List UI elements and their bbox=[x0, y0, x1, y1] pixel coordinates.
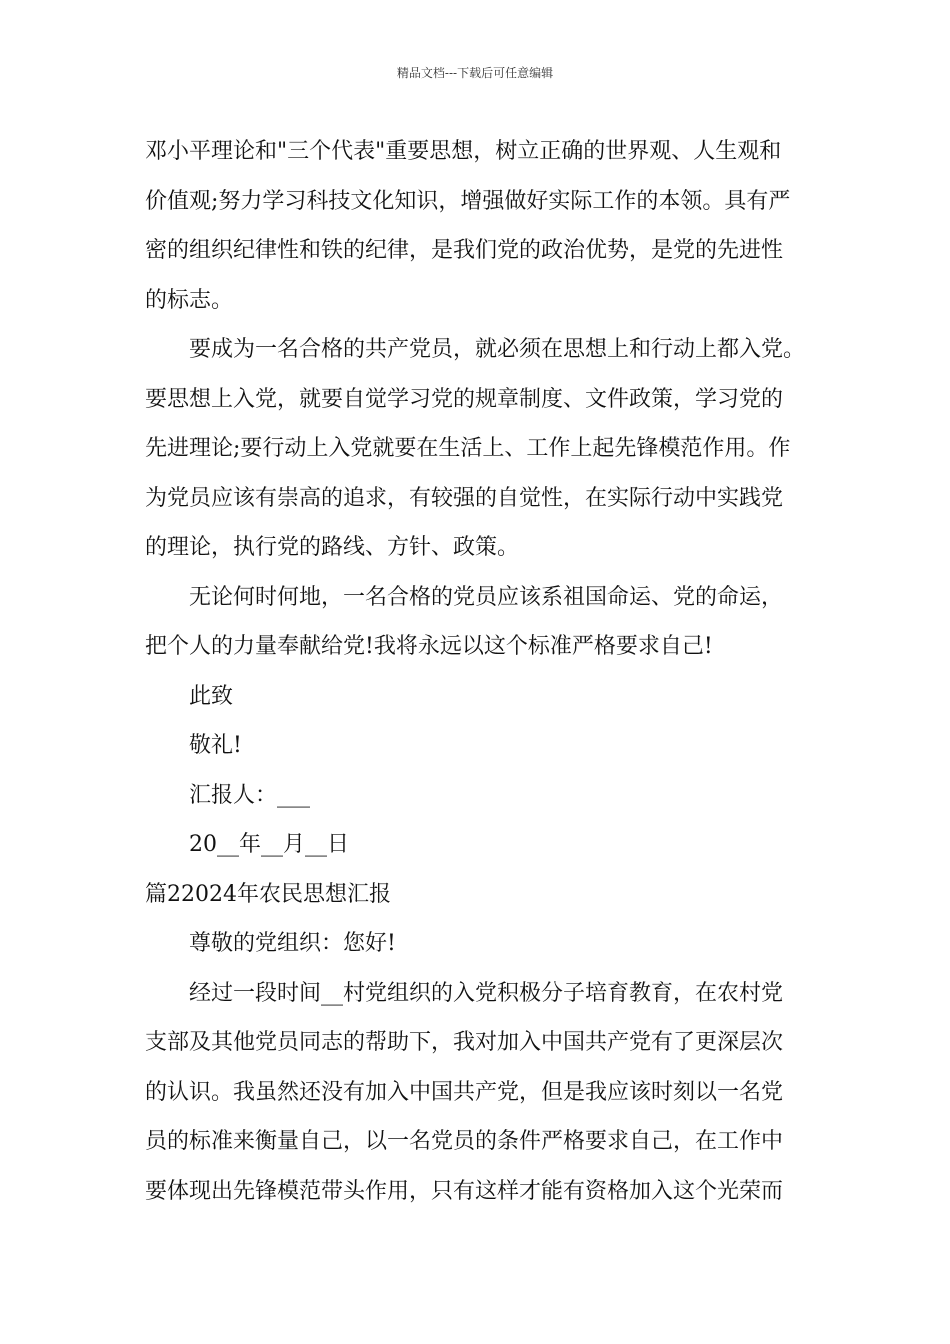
reporter-line: 汇报人：___ bbox=[189, 782, 311, 808]
text-line: 先进理论;要行动上入党就要在生活上、工作上起先锋模范作用。作 bbox=[145, 436, 791, 461]
text-line: 的理论，执行党的路线、方针、政策。 bbox=[145, 535, 520, 560]
text-line: 要体现出先锋模范带头作用，只有这样才能有资格加入这个光荣而 bbox=[145, 1178, 784, 1204]
text-line: 要思想上入党，就要自觉学习党的规章制度、文件政策，学习党的 bbox=[145, 386, 784, 412]
text-line: 要成为一名合格的共产党员，就必须在思想上和行动上都入党。 bbox=[189, 337, 806, 362]
document-body bbox=[145, 127, 835, 1216]
text-line: 价值观;努力学习科技文化知识，增强做好实际工作的本领。具有严 bbox=[145, 188, 791, 214]
text-line: 支部及其他党员同志的帮助下，我对加入中国共产党有了更深层次 bbox=[145, 1030, 784, 1055]
date-line: 20__年__月__日 bbox=[189, 832, 349, 857]
greeting-line: 尊敬的党组织：您好! bbox=[189, 931, 396, 956]
text-line: 邓小平理论和"三个代表"重要思想，树立正确的世界观、人生观和 bbox=[145, 139, 782, 164]
closing-regards: 敬礼! bbox=[189, 733, 242, 758]
section-title: 篇22024年农民思想汇报 bbox=[145, 881, 391, 907]
closing-salutation: 此致 bbox=[189, 683, 234, 709]
text-line: 无论何时何地，一名合格的党员应该系祖国命运、党的命运， bbox=[189, 584, 784, 610]
text-line: 的认识。我虽然还没有加入中国共产党，但是我应该时刻以一名党 bbox=[145, 1079, 784, 1105]
text-line: 的标志。 bbox=[145, 287, 234, 313]
text-line: 经过一段时间__村党组织的入党积极分子培育教育，在农村党 bbox=[189, 980, 784, 1006]
text-line: 为党员应该有崇高的追求，有较强的自觉性，在实际行动中实践党 bbox=[145, 485, 784, 511]
page-header: 精品文档---下载后可任意编辑 bbox=[396, 66, 554, 80]
text-line: 把个人的力量奉献给党!我将永远以这个标准严格要求自己! bbox=[145, 634, 713, 659]
text-line: 密的组织纪律性和铁的纪律，是我们党的政治优势，是党的先进性 bbox=[145, 238, 784, 263]
text-line: 员的标准来衡量自己，以一名党员的条件严格要求自己，在工作中 bbox=[145, 1129, 784, 1154]
